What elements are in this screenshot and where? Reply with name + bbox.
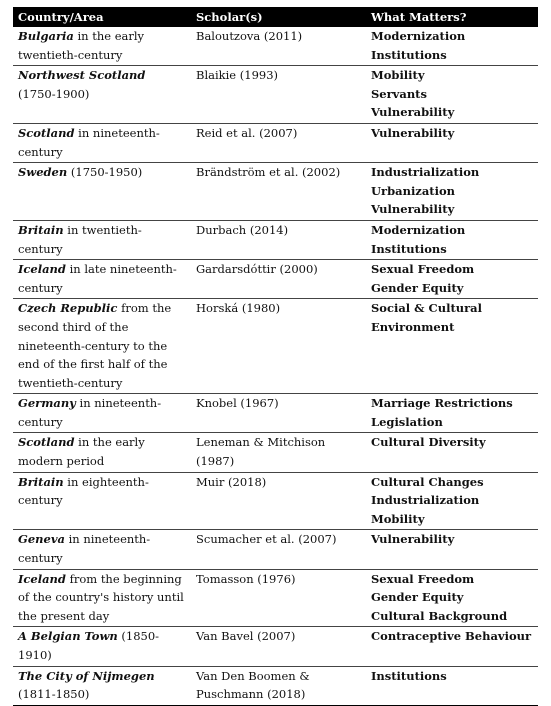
factor-label: Industrialization [371, 493, 480, 508]
cell-scholars: Baloutzova (2011) [191, 27, 366, 66]
cell-what-matters [366, 123, 538, 162]
place-period: (1750-1950) [67, 165, 143, 180]
table-header [13, 7, 538, 27]
cell-country-area [13, 220, 191, 259]
cell-scholars: Durbach (2014) [191, 220, 366, 259]
cell-what-matters [366, 163, 538, 221]
factor-label: Gender Equity [371, 280, 464, 295]
place-period: in the early twentieth-century [18, 29, 145, 62]
cell-scholars: Van Den Boomen & Puschmann (2018) [191, 666, 366, 705]
place-name: Bulgaria [18, 29, 74, 43]
table-row [13, 627, 538, 666]
factor-label: Sexual Freedom [371, 262, 475, 277]
table-row [13, 569, 538, 627]
cell-what-matters [366, 530, 538, 569]
factor-label: Vulnerability [371, 105, 455, 120]
cell-scholars: Blaikie (1993) [191, 66, 366, 124]
cell-country-area [13, 627, 191, 666]
place-name: The City of Nijmegen [18, 668, 155, 683]
cell-country-area [13, 394, 191, 433]
cell-what-matters [366, 260, 538, 299]
cell-country-area [13, 66, 191, 124]
cell-country-area [13, 163, 191, 221]
place-name: Scotland [18, 125, 75, 140]
table-row [13, 220, 538, 259]
place-period: from the second third of the nineteenth-century to the end of the first half of the twentieth-century [18, 301, 172, 390]
table-row [13, 530, 538, 569]
cell-country-area [13, 472, 191, 530]
cell-country-area [13, 433, 191, 472]
cell-what-matters [366, 299, 538, 394]
table-row [13, 260, 538, 299]
factor-label: Servants [371, 86, 427, 101]
place-period: in the early modern period [18, 435, 145, 469]
factor-label: Vulnerability [371, 202, 455, 217]
cell-country-area [13, 569, 191, 627]
table-row [13, 163, 538, 221]
cell-country-area [13, 123, 191, 162]
factor-label: Vulnerability [371, 532, 455, 547]
table-container [13, 7, 538, 706]
cell-country-area [13, 530, 191, 569]
factor-label: Institutions [371, 47, 447, 62]
factor-label: Modernization [371, 222, 466, 237]
table-row [13, 27, 538, 66]
factor-label: Sexual Freedom [371, 571, 475, 586]
cell-what-matters [366, 569, 538, 627]
factor-label: Legislation [371, 414, 443, 429]
place-name: Sweden [18, 165, 68, 180]
cell-what-matters [366, 627, 538, 666]
place-name: Czech Republic [18, 301, 118, 316]
factor-label: Modernization [371, 29, 466, 43]
place-period: in twentieth-century [18, 222, 142, 256]
place-period: (1750-1900) [18, 86, 90, 101]
table-row [13, 472, 538, 530]
cell-what-matters [366, 27, 538, 66]
header-row [13, 7, 538, 27]
factor-label: Social & Cultural Environment [371, 301, 482, 334]
place-period: in nineteenth-century [18, 125, 160, 159]
place-name: Northwest Scotland [18, 68, 146, 83]
factor-label: Vulnerability [371, 125, 455, 140]
table-row [13, 433, 538, 472]
factor-label: Institutions [371, 668, 447, 683]
factor-label: Marriage Restrictions [371, 396, 513, 411]
place-name: Germany [18, 396, 76, 411]
header-country-area: Country/Area [13, 7, 191, 27]
cell-country-area [13, 299, 191, 394]
table-row [13, 66, 538, 124]
literature-table [13, 7, 538, 706]
place-period: in late nineteenth-century [18, 262, 177, 295]
cell-what-matters [366, 666, 538, 705]
table-row [13, 299, 538, 394]
factor-label: Urbanization [371, 183, 456, 198]
place-period: in nineteenth-century [18, 396, 162, 429]
place-period: in nineteenth-century [18, 532, 151, 566]
factor-label: Institutions [371, 241, 447, 256]
cell-scholars: Horská (1980) [191, 299, 366, 394]
cell-scholars: Scumacher et al. (2007) [191, 530, 366, 569]
cell-country-area [13, 666, 191, 705]
place-name: A Belgian Town [18, 629, 118, 644]
factor-label: Mobility [371, 68, 425, 83]
table-body [13, 27, 538, 705]
factor-label: Cultural Changes [371, 474, 484, 489]
cell-scholars: Tomasson (1976) [191, 569, 366, 627]
table-row [13, 394, 538, 433]
place-period: (1811-1850) [18, 687, 90, 702]
place-period: from the beginning of the country's history until the present day [18, 571, 184, 623]
factor-label: Industrialization [371, 165, 480, 180]
table-row [13, 666, 538, 705]
table-row [13, 123, 538, 162]
place-name: Britain [18, 222, 64, 237]
cell-country-area [13, 260, 191, 299]
cell-what-matters [366, 472, 538, 530]
place-name: Iceland [18, 262, 66, 277]
header-what-matters: What Matters? [366, 7, 538, 27]
place-period: in eighteenth-century [18, 474, 149, 508]
cell-scholars: Brändström et al. (2002) [191, 163, 366, 221]
factor-label: Gender Equity [371, 590, 464, 605]
cell-scholars: Gardarsdóttir (2000) [191, 260, 366, 299]
place-name: Britain [18, 474, 64, 489]
cell-scholars: Knobel (1967) [191, 394, 366, 433]
factor-label: Cultural Background [371, 608, 508, 623]
cell-scholars: Leneman & Mitchison (1987) [191, 433, 366, 472]
header-scholars: Scholar(s) [191, 7, 366, 27]
cell-scholars: Van Bavel (2007) [191, 627, 366, 666]
cell-scholars: Muir (2018) [191, 472, 366, 530]
place-name: Scotland [18, 435, 75, 450]
factor-label: Cultural Diversity [371, 435, 486, 450]
cell-what-matters [366, 394, 538, 433]
cell-country-area [13, 27, 191, 66]
cell-what-matters [366, 220, 538, 259]
place-period: (1850-1910) [18, 629, 160, 662]
cell-what-matters [366, 433, 538, 472]
place-name: Geneva [18, 532, 65, 547]
factor-label: Contraceptive Behaviour [371, 629, 532, 644]
cell-what-matters [366, 66, 538, 124]
factor-label: Mobility [371, 511, 425, 526]
place-name: Iceland [18, 571, 66, 586]
cell-scholars: Reid et al. (2007) [191, 123, 366, 162]
